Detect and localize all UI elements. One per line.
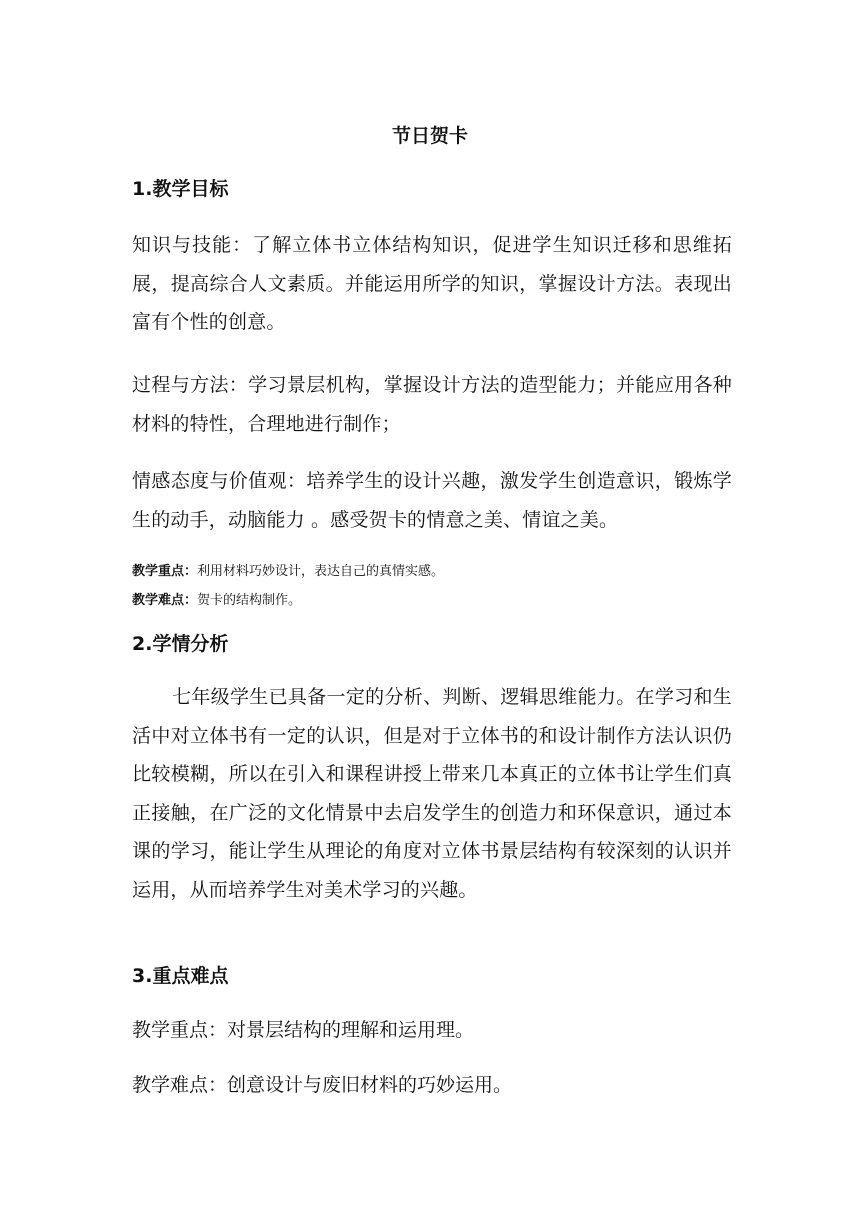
section-heading-key-points: 3.重点难点 (132, 965, 229, 987)
paragraph-emotion-values: 情感态度与价值观：培养学生的设计兴趣，激发学生创造意识，锻炼学生的动手，动脑能力 。感受贺卡的情意之美、情谊之美。 (132, 470, 732, 531)
paragraph-knowledge-skills: 知识与技能：了解立体书立体结构知识，促进学生知识迁移和思维拓展，提高综合人文素质。并能运用所学的知识，掌握设计方法。表现出富有个性的创意。 (132, 234, 732, 333)
document-title: 节日贺卡 (391, 125, 468, 147)
note-teaching-difficulty-text: 贺卡的结构制作。 (197, 593, 302, 608)
note-teaching-difficulty (132, 591, 732, 611)
line-key-difficulty: 教学难点：创意设计与废旧材料的巧妙运用。 (132, 1074, 513, 1096)
paragraph-process-method: 过程与方法：学习景层机构，掌握设计方法的造型能力；并能应用各种材料的特性，合理地进行制作； (132, 374, 732, 435)
note-teaching-focus-text: 利用材料巧妙设计，表达自己的真情实感。 (197, 564, 445, 579)
note-teaching-focus (132, 562, 732, 582)
paragraph-learner-analysis: 七年级学生已具备一定的分析、判断、逻辑思维能力。在学习和生活中对立体书有一定的认识，但是对于立体书的和设计制作方法认识仍比较模糊，所以在引入和课程讲授上带来几本真正的立体书让学生们真正接触，在广泛的文化情景中去启发学生的创造力和环保意识，通过本课的学习，能让学生从理论的角度对立体书景层结构有较深刻的认识并运用，从而培养学生对美术学习的兴趣。 (132, 686, 732, 901)
note-teaching-difficulty-label: 教学难点： (132, 593, 198, 608)
note-teaching-focus-label: 教学重点： (132, 564, 198, 579)
section-heading-learner-analysis: 2.学情分析 (132, 633, 229, 655)
line-key-focus: 教学重点：对景层结构的理解和运用理。 (132, 1019, 475, 1041)
section-heading-teaching-goals: 1.教学目标 (132, 178, 229, 200)
